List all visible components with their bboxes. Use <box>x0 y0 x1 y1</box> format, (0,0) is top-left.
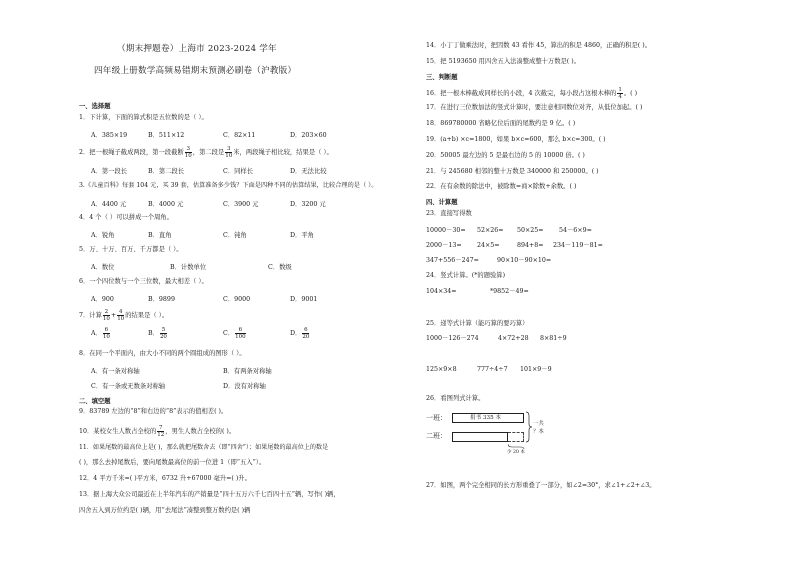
question-24-title: 24．竖式计算。(*的题验算) <box>426 272 506 279</box>
fraction-numerator: 2 <box>104 309 109 315</box>
question-2 <box>79 146 333 159</box>
plus-sign: + <box>110 312 117 319</box>
q2-text-a: 2．把一根绳子截成两段，第一段截断 <box>79 149 184 156</box>
question-1: 1．下计算，下面的算式积是五位数的是（ ）。 <box>79 114 208 121</box>
q8-option-b: B．有两条对称轴 <box>223 368 272 375</box>
question-6: 6．一个四位数与一个三位数，最大相差（ ）。 <box>79 278 208 285</box>
q2-fraction-2 <box>225 146 232 159</box>
option-label: C． <box>223 330 235 337</box>
question-11-line2: ( )，那么去掉尾数后，要向尾数最高位的前一位进 1（即“五入”）。 <box>79 459 266 466</box>
fraction-denominator: 4 <box>618 94 622 100</box>
question-27: 27．如图，两个完全相同的长方形重叠了一部分，如∠2=30°，求∠1+∠2+∠3。 <box>426 482 656 489</box>
page-title-line1: （期末押题卷）上海市 2023-2024 学年 <box>117 44 277 54</box>
option-fraction <box>302 327 309 340</box>
fraction-denominator: 10 <box>225 153 233 159</box>
question-9: 9．83789 左边的“8”和右边的“8”表示的值相差( )。 <box>79 408 228 415</box>
section-judge: 三、判断题 <box>426 74 458 81</box>
section-choice: 一、选择题 <box>79 103 111 110</box>
fraction-denominator: 20 <box>159 334 167 340</box>
q16-text-a: 16．把一根木棒截成同样长的小段，4 次截完，每小段占这根木棒的 <box>426 90 617 97</box>
option-fraction <box>235 327 246 340</box>
q2-option-d: D．无法比较 <box>290 168 327 175</box>
q7-option-b <box>148 327 168 340</box>
q2-option-b: B．第二段长 <box>148 168 185 175</box>
fraction-denominator: 10 <box>184 153 192 159</box>
q5-option-b: B．计数单位 <box>170 264 207 271</box>
class-2-bar <box>452 432 508 442</box>
q2-option-c: C．同样长 <box>223 168 254 175</box>
q6-option-d: D．9001 <box>290 296 318 303</box>
question-4: 4．4 个（ ）可以拼成一个周角。 <box>79 214 173 221</box>
question-5: 5．万、十万、百万、千万都是（ ）。 <box>79 246 183 253</box>
q16-fraction <box>617 87 623 100</box>
page-title-line2: 四年级上册数学高频易错期末预测必刷卷（沪教版） <box>94 66 297 76</box>
question-11-line1: 11．如果尾数的最高位上是( )，那么就把尾数舍去（即“四舍”）；如果尾数的最高位上的数是 <box>79 444 329 451</box>
question-3: 3.《儿童百科》每套 104 元，买 39 套，估算准备多少钱？下面是四种不同的估算结果，比较合理的是（ ）。 <box>79 182 378 189</box>
option-fraction <box>103 327 110 340</box>
question-26-title: 26．看图列式计算。 <box>426 395 485 402</box>
fraction-denominator: 20 <box>302 334 310 340</box>
q25-item: 1000－126－274 <box>426 335 479 342</box>
brace-label-unknown: ？本 <box>533 429 544 435</box>
question-23-title: 23．直接写得数 <box>426 210 472 217</box>
fraction-numerator: 6 <box>104 327 109 333</box>
question-8: 8．在同一个平面内，由大小不同的两个圆组成的图形（ ）。 <box>79 350 246 357</box>
q7-option-c <box>223 327 247 340</box>
q7-option-a <box>91 327 111 340</box>
q23-item: 50×25= <box>517 227 544 234</box>
q2-text-b: ，第二段是 <box>192 149 225 156</box>
q8-option-a: A．有一条对称轴 <box>91 368 140 375</box>
q24-item: 104×34= <box>426 288 457 295</box>
fraction-denominator: 10 <box>102 316 110 322</box>
fraction-numerator: 3 <box>227 146 231 152</box>
q5-option-c: C．数级 <box>268 264 292 271</box>
fraction-denominator: 10 <box>102 334 110 340</box>
q7-text-a: 7．计算 <box>79 312 102 319</box>
q25-item: 125×9×8 <box>426 366 457 373</box>
question-15: 15．把 5193650 用四舍五入法凑整成整十万数是( )。 <box>426 58 581 65</box>
option-fraction <box>160 327 167 340</box>
q7-text-b: 的结果是（ ）。 <box>125 312 169 319</box>
fraction-denominator: 100 <box>235 334 246 340</box>
q6-option-b: B．9899 <box>148 296 175 303</box>
q16-text-b: 。( ) <box>623 90 638 97</box>
q6-option-c: C．9000 <box>223 296 251 303</box>
q4-option-c: C．钝角 <box>223 232 247 239</box>
question-12: 12．4 平方千米=( )平方米，6732 升+67000 毫升=( )升。 <box>79 475 251 482</box>
q23-item: 347+556－247= <box>426 257 479 264</box>
q10-text-b: ，男生人数占全校的( )。 <box>165 428 236 435</box>
less-label: 少 20 本 <box>507 450 525 455</box>
q10-fraction <box>157 425 164 438</box>
q23-item: 2000－13= <box>426 242 462 249</box>
q3-option-d: D．3200 元 <box>290 201 326 208</box>
section-calc: 四、计算题 <box>426 199 458 206</box>
q8-option-d: D．没有对称轴 <box>223 383 266 390</box>
question-14: 14．小丁丁做乘法时，把因数 43 看作 45，算出的积是 4860，正确的积是( )。 <box>426 42 651 49</box>
fraction-numerator: 6 <box>304 327 308 333</box>
fraction-numerator: 4 <box>118 309 123 315</box>
class-1-label: 一班： <box>426 414 447 422</box>
fraction-numerator: 1 <box>618 87 622 93</box>
q6-option-a: A．900 <box>91 296 114 303</box>
question-18: 18．869780000 省略亿位后面的尾数约是 9 亿。( ) <box>426 120 576 127</box>
question-13-line1: 13．据上海大众公司最近在上半年汽车的产销量是“四十五万六千七百四十五”辆，写作( )辆， <box>79 491 340 498</box>
q4-option-a: A．锐角 <box>91 232 115 239</box>
question-10 <box>79 425 235 438</box>
section-fill: 二、填空题 <box>79 398 111 405</box>
right-brace <box>526 412 532 442</box>
q23-item: 234－119－81= <box>553 242 603 249</box>
option-label: A． <box>91 330 102 337</box>
fraction-denominator: 12 <box>157 432 165 438</box>
q23-item: 54－6×9= <box>559 227 592 234</box>
fraction-numerator: 7 <box>159 425 163 431</box>
q3-option-a: A．4400 元 <box>91 201 127 208</box>
fraction-denominator: 10 <box>117 316 125 322</box>
q1-option-a: A．385×19 <box>91 132 128 139</box>
question-19: 19．(a+b) ×c=1800，如果 b×c=600，那么 b×c=300。( ) <box>426 136 606 143</box>
question-13-line2: 四舍五入到万位约是( )辆，用“去尾法”凑整到整万数约是( )辆 <box>79 507 251 514</box>
q5-option-a: A．数位 <box>91 264 115 271</box>
q1-option-d: D．203×60 <box>290 132 327 139</box>
q3-option-b: B．4000 元 <box>148 201 184 208</box>
question-22: 22．在有余数的除法中，被除数=商×除数+余数。( ) <box>426 183 577 190</box>
option-label: D． <box>290 330 302 337</box>
question-17: 17．在进行三位数加法的竖式计算时，要注意相同数位对齐，从低位加起。( ) <box>426 104 643 111</box>
fraction-numerator: 6 <box>235 327 246 334</box>
q25-item: 777÷4÷7 <box>477 366 508 373</box>
q23-item: 10000－30= <box>426 227 466 234</box>
q23-item: 90×10－90×10= <box>497 257 552 264</box>
q23-item: 24×5= <box>477 242 500 249</box>
question-16 <box>426 87 637 100</box>
question-21: 21．与 245680 相邻的整十万数是 340000 和 250000。( ) <box>426 168 599 175</box>
class-2-label: 二班： <box>426 432 447 440</box>
q7-fraction-1 <box>103 309 110 322</box>
q4-option-b: B．直角 <box>148 232 172 239</box>
q2-fraction-1 <box>185 146 192 159</box>
q8-option-c: C．有一条或无数条对称轴 <box>91 383 166 390</box>
bar-label: 捐书 335 本 <box>470 415 502 421</box>
q2-option-a: A．第一段长 <box>91 168 128 175</box>
brace-label-total: 一共 <box>533 421 544 427</box>
question-25-title: 25．递等式计算（能巧算的要巧算） <box>426 320 529 327</box>
q25-item: 4×72+28 <box>498 335 529 342</box>
q1-option-b: B．511×12 <box>148 132 185 139</box>
q4-option-d: D．平角 <box>290 232 314 239</box>
q7-option-d <box>290 327 310 340</box>
q25-item: 8×81÷9 <box>540 335 567 342</box>
option-label: B． <box>148 330 159 337</box>
q24-item: *9852－49= <box>490 288 529 295</box>
q7-fraction-2 <box>117 309 124 322</box>
question-20: 20．50005 最左边的 5 是最右边的 5 的 10000 倍。( ) <box>426 152 585 159</box>
question-7 <box>79 309 168 322</box>
q25-item: 101×9－9 <box>520 366 552 373</box>
q2-text-c: 米，两段绳子相比较，结果是（ ）。 <box>233 149 333 156</box>
q23-item: 894+8= <box>517 242 544 249</box>
q3-option-c: C．3900 元 <box>223 201 259 208</box>
q23-item: 52×26= <box>477 227 504 234</box>
q1-option-c: C．82×11 <box>223 132 256 139</box>
fraction-numerator: 3 <box>186 146 191 152</box>
fraction-numerator: 5 <box>161 327 166 333</box>
q10-text-a: 10．某校女生人数占全校的 <box>79 428 157 435</box>
